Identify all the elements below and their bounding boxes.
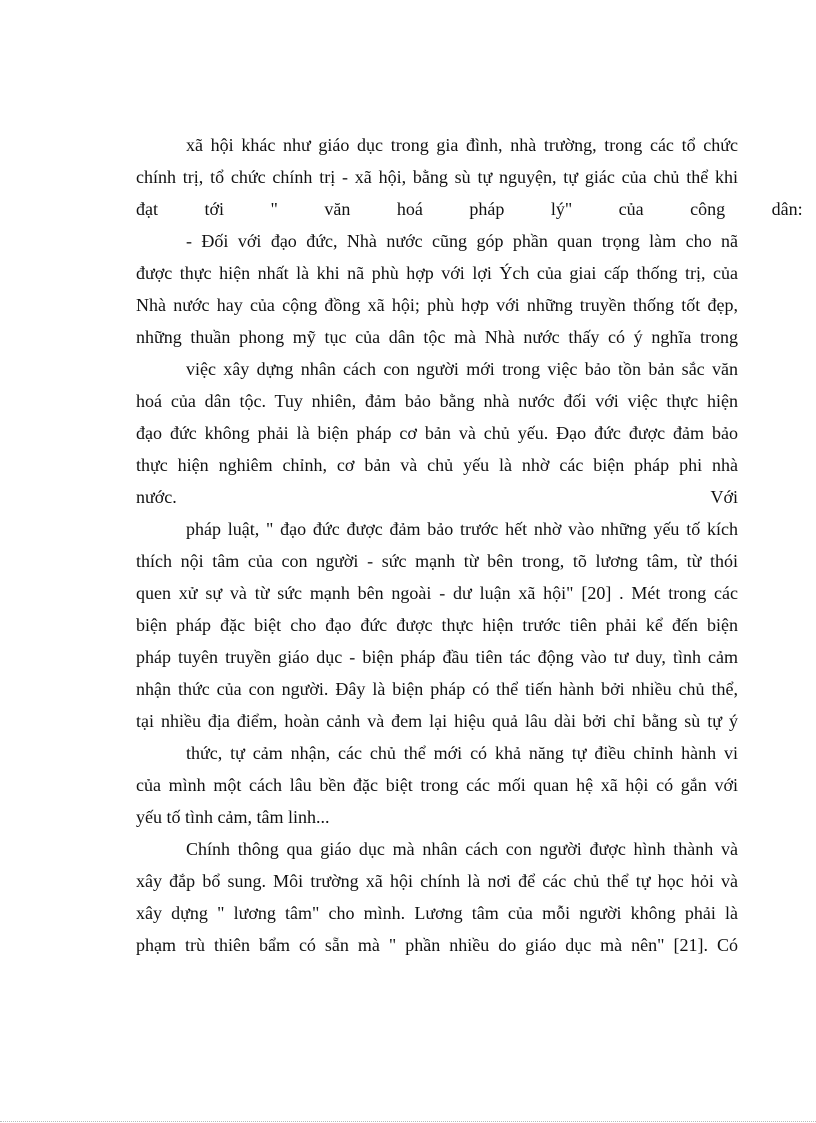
text-line: hoá của dân tộc. Tuy nhiên, đảm bảo bằng nhà nước đối với việc thực hiện: [136, 391, 738, 411]
text-line: xã hội khác như giáo dục trong gia đình, nhà trường, trong các tổ chức: [186, 135, 738, 155]
text-line: - Đối với đạo đức, Nhà nước cũng góp phần quan trọng làm cho nã: [186, 231, 738, 251]
text-line: Chính thông qua giáo dục mà nhân cách con người được hình thành và: [186, 839, 738, 859]
text-line: yếu tố tình cảm, tâm linh...: [136, 807, 330, 827]
text-line: Nhà nước hay của cộng đồng xã hội; phù hợp với những truyền thống tốt đẹp,: [136, 295, 738, 315]
text-line: biện pháp đặc biệt cho đạo đức được thực hiện trước tiên phải kể đến biện: [136, 615, 738, 635]
text-line: những thuần phong mỹ tục của dân tộc mà Nhà nước thấy có ý nghĩa trong: [136, 327, 738, 347]
text-line: tại nhiều địa điểm, hoàn cảnh và đem lại hiệu quả lâu dài bởi chỉ bằng sù tự ý: [136, 711, 738, 731]
text-line: đạo đức không phải là biện pháp cơ bản và chủ yếu. Đạo đức được đảm bảo: [136, 423, 738, 443]
text-line: xây dựng " lương tâm" cho mình. Lương tâm của mỗi người không phải là: [136, 903, 738, 923]
text-line: thích nội tâm của con người - sức mạnh từ bên trong, tõ lương tâm, từ thói: [136, 551, 738, 571]
text-line: được thực hiện nhất là khi nã phù hợp với lợi Ých của giai cấp thống trị, của: [136, 263, 738, 283]
text-line: việc xây dựng nhân cách con người mới trong việc bảo tồn bản sắc văn: [186, 359, 738, 379]
text-line: thức, tự cảm nhận, các chủ thể mới có khả năng tự điều chỉnh hành vi: [186, 743, 738, 763]
text-line: nước.: [136, 487, 177, 507]
text-line: nhận thức của con người. Đây là biện pháp có thể tiến hành bởi nhiều chủ thể,: [136, 679, 738, 699]
text-line: pháp luật, " đạo đức được đảm bảo trước hết nhờ vào những yếu tố kích: [186, 519, 738, 539]
text-line: phạm trù thiên bẩm có sẵn mà " phần nhiều do giáo dục mà nên" [21]. Có: [136, 935, 738, 955]
text-line-end: Với: [710, 487, 738, 507]
page-bottom-rule: [0, 1121, 816, 1122]
text-line: pháp tuyên truyền giáo dục - biện pháp đầu tiên tác động vào tư duy, tình cảm: [136, 647, 738, 667]
text-line: thực hiện nghiêm chỉnh, cơ bản và chủ yếu là nhờ các biện pháp phi nhà: [136, 455, 738, 475]
text-line: đạt tới " văn hoá pháp lý" của công dân:: [136, 199, 803, 219]
text-line: xây đắp bổ sung. Môi trường xã hội chính là nơi để các chủ thể tự học hỏi và: [136, 871, 738, 891]
text-line: của mình một cách lâu bền đặc biệt trong các mối quan hệ xã hội có gắn với: [136, 775, 738, 795]
text-line: quen xử sự và từ sức mạnh bên ngoài - dư luận xã hội" [20] . Mét trong các: [136, 583, 738, 603]
text-line: chính trị, tổ chức chính trị - xã hội, bằng sù tự nguyện, tự giác của chủ thể khi: [136, 167, 738, 187]
